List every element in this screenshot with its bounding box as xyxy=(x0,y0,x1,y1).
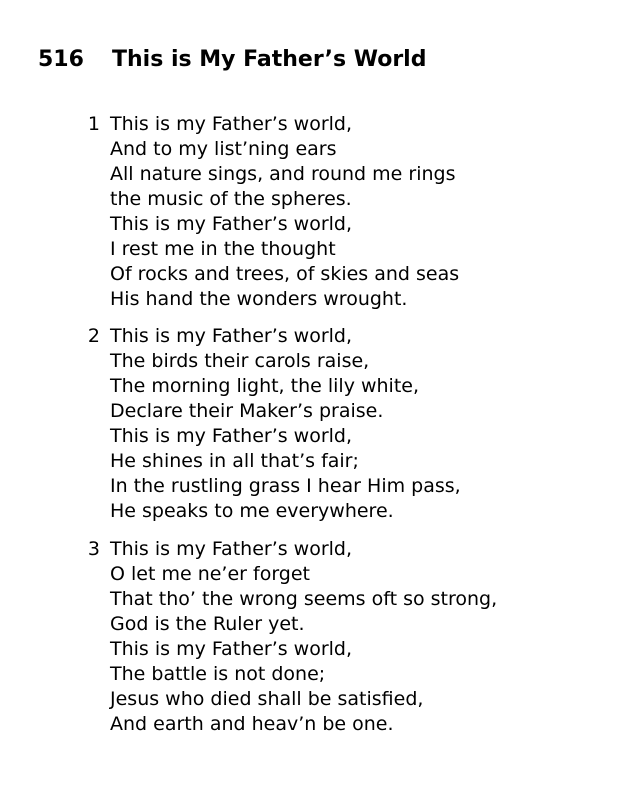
stanza-line: The birds their carols raise, xyxy=(110,350,370,372)
stanza-number: 1 xyxy=(87,113,100,135)
stanza-number: 2 xyxy=(87,325,100,347)
stanza-line: God is the Ruler yet. xyxy=(110,613,305,635)
stanza-number: 3 xyxy=(87,538,100,560)
stanza-line: His hand the wonders wrought. xyxy=(110,288,408,310)
stanza-line: O let me ne’er forget xyxy=(110,563,310,585)
stanza-line: And to my list’ning ears xyxy=(110,138,337,160)
stanza-line: The battle is not done; xyxy=(110,663,326,685)
stanza-line: This is my Father’s world, xyxy=(110,113,353,135)
stanza-line: Jesus who died shall be satisfied, xyxy=(110,688,424,710)
stanza-line: Of rocks and trees, of skies and seas xyxy=(110,263,460,285)
stanza-line: This is my Father’s world, xyxy=(110,325,353,347)
stanza-line: This is my Father’s world, xyxy=(110,538,353,560)
hymn-header xyxy=(38,45,426,75)
stanza-lines xyxy=(110,537,497,737)
stanza-line: That tho’ the wrong seems oft so strong, xyxy=(110,588,498,610)
stanza-line: Declare their Maker’s praise. xyxy=(110,400,384,422)
stanza-line: The morning light, the lily white, xyxy=(110,375,420,397)
hymn-title: This is My Father’s World xyxy=(112,47,427,72)
stanza-line: All nature sings, and round me rings xyxy=(110,163,456,185)
stanza-line: This is my Father’s world, xyxy=(110,638,353,660)
stanza-line: This is my Father’s world, xyxy=(110,213,353,235)
stanza-line: I rest me in the thought xyxy=(110,238,336,260)
stanza-line: He shines in all that’s fair; xyxy=(110,450,359,472)
hymn-number: 516 xyxy=(38,47,84,72)
stanza-line: This is my Father’s world, xyxy=(110,425,353,447)
stanza-line: In the rustling grass I hear Him pass, xyxy=(110,475,461,497)
stanza-lines xyxy=(110,112,459,312)
stanza-line: He speaks to me everywhere. xyxy=(110,500,394,522)
stanza-line: And earth and heav’n be one. xyxy=(110,713,394,735)
stanza-line: the music of the spheres. xyxy=(110,188,352,210)
stanza-lines xyxy=(110,324,461,524)
